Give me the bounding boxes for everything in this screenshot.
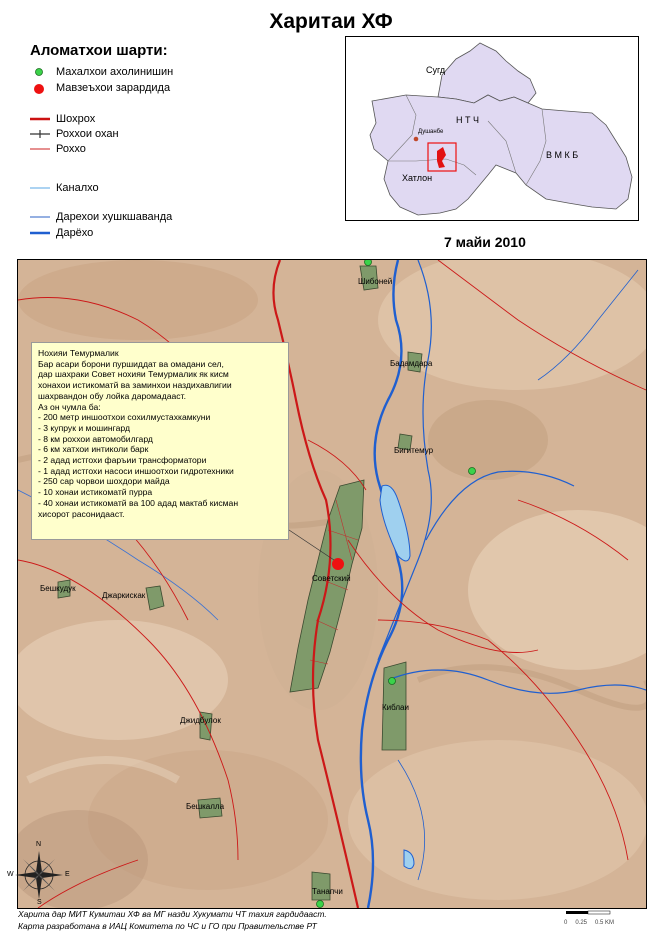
inset-country-outline xyxy=(346,37,638,220)
scale-label: 0.25 xyxy=(575,920,587,926)
place-label: Джидбулок xyxy=(180,716,221,725)
callout-line: Аз он чумла ба: xyxy=(38,401,101,412)
legend-item-railway xyxy=(30,128,119,140)
thick-blue-line-icon xyxy=(30,228,52,238)
light-blue-line-icon xyxy=(30,183,52,193)
compass-s: S xyxy=(37,899,42,906)
region-label: Хатлон xyxy=(402,173,433,183)
legend-title: Аломатхои шарти: xyxy=(30,42,168,59)
thin-red-line-icon xyxy=(30,144,52,154)
region-label: Сугд xyxy=(426,65,446,75)
callout-line: Бар асари борони пуршиддат ва омадани сел, xyxy=(38,358,224,369)
map-date: 7 майи 2010 xyxy=(444,234,526,250)
scale-bar xyxy=(564,910,614,926)
callout-line: Нохияи Темурмалик xyxy=(38,348,119,358)
legend-label: Роххо xyxy=(56,143,86,155)
compass-w: W xyxy=(7,871,14,878)
place-label: Бешкалла xyxy=(186,802,225,811)
callout-line: - 40 хонаи истикоматй ва 100 адад мактаб кисман xyxy=(38,497,239,508)
callout-line: - 8 км роххои автомобилгард xyxy=(38,433,153,444)
green-dot-icon xyxy=(30,67,52,77)
region-label: Н Т Ч xyxy=(456,115,479,125)
legend-label: Дарехои хушкшаванда xyxy=(56,211,173,223)
place-label: Бадамдара xyxy=(390,359,433,368)
region-label: В М К Б xyxy=(546,150,579,160)
place-label: Танапчи xyxy=(312,887,343,896)
legend-item-road xyxy=(30,143,86,155)
callout-line: - 200 метр иншоотхои сохилмустахкамкуни xyxy=(38,412,211,423)
legend-label: Каналхо xyxy=(56,182,99,194)
legend-item-dry-river xyxy=(30,211,172,223)
callout-line: - 10 хонаи истикоматй пурра xyxy=(38,487,153,498)
callout-line: - 250 сар чорвои шохдори майда xyxy=(38,476,170,487)
callout-line: хонахои истикоматй ва заминхои наздихавлигии xyxy=(38,380,232,391)
place-label: Киблаи xyxy=(382,703,409,712)
capital-dot-icon xyxy=(414,137,419,142)
legend-label: Шохрох xyxy=(56,113,96,125)
incident-callout xyxy=(31,342,289,540)
callout-line: - 6 км хатхои интиколи барк xyxy=(38,444,149,455)
compass-e: E xyxy=(65,871,70,878)
legend-label: Махалхои ахолинишин xyxy=(56,66,174,78)
legend-label: Роххои охан xyxy=(56,128,119,140)
callout-line: шахрвандон обу лойка даромадааст. xyxy=(38,390,186,401)
red-dot-icon xyxy=(30,83,52,93)
map-title: Харитаи ХФ xyxy=(269,10,393,33)
callout-line: хисорот расонидааст. xyxy=(38,508,125,519)
thick-red-line-icon xyxy=(30,114,52,124)
legend-item-canal xyxy=(30,182,99,194)
place-label: Бешкудук xyxy=(40,584,76,593)
place-label: Шибоней xyxy=(358,277,393,286)
legend-item-affected xyxy=(30,82,170,94)
callout-line: - 3 купрук и мошингард xyxy=(38,422,130,433)
callout-line: - 1 адад истгохи насоси иншоотхои гидротехники xyxy=(38,465,234,476)
legend-label: Мавзеъхои зарардида xyxy=(56,82,171,94)
railway-line-icon xyxy=(30,129,52,139)
thin-blue-line-icon xyxy=(30,212,52,222)
scale-label: 0.5 KM xyxy=(594,920,614,926)
credit-line-ru: Карта разработана в ИАЦ Комитета по ЧС и ГО при Правительстве РТ xyxy=(18,921,317,931)
inset-map xyxy=(345,36,639,221)
place-label: Советский xyxy=(312,574,351,583)
legend-label: Дарёхо xyxy=(56,227,94,239)
place-label: Джаркискак xyxy=(102,591,146,600)
legend-item-highway xyxy=(30,113,95,125)
scale-label: 0 xyxy=(564,920,568,926)
credit-line-tj: Харита дар МИТ Кумитаи ХФ ва МГ назди Хукумати ЧТ тахия гардидааст. xyxy=(18,909,327,919)
legend-item-settlement xyxy=(30,66,173,78)
callout-line: - 2 адад истгохи фаръии трансформатори xyxy=(38,455,207,466)
compass-rose-icon xyxy=(7,841,70,906)
place-label: Бигитемур xyxy=(394,446,434,455)
capital-label: Душанбе xyxy=(418,129,444,135)
compass-n: N xyxy=(36,841,42,848)
legend-item-river xyxy=(30,227,93,239)
callout-line: дар шахраки Совет нохияи Темурмалик як кисм xyxy=(38,369,229,380)
